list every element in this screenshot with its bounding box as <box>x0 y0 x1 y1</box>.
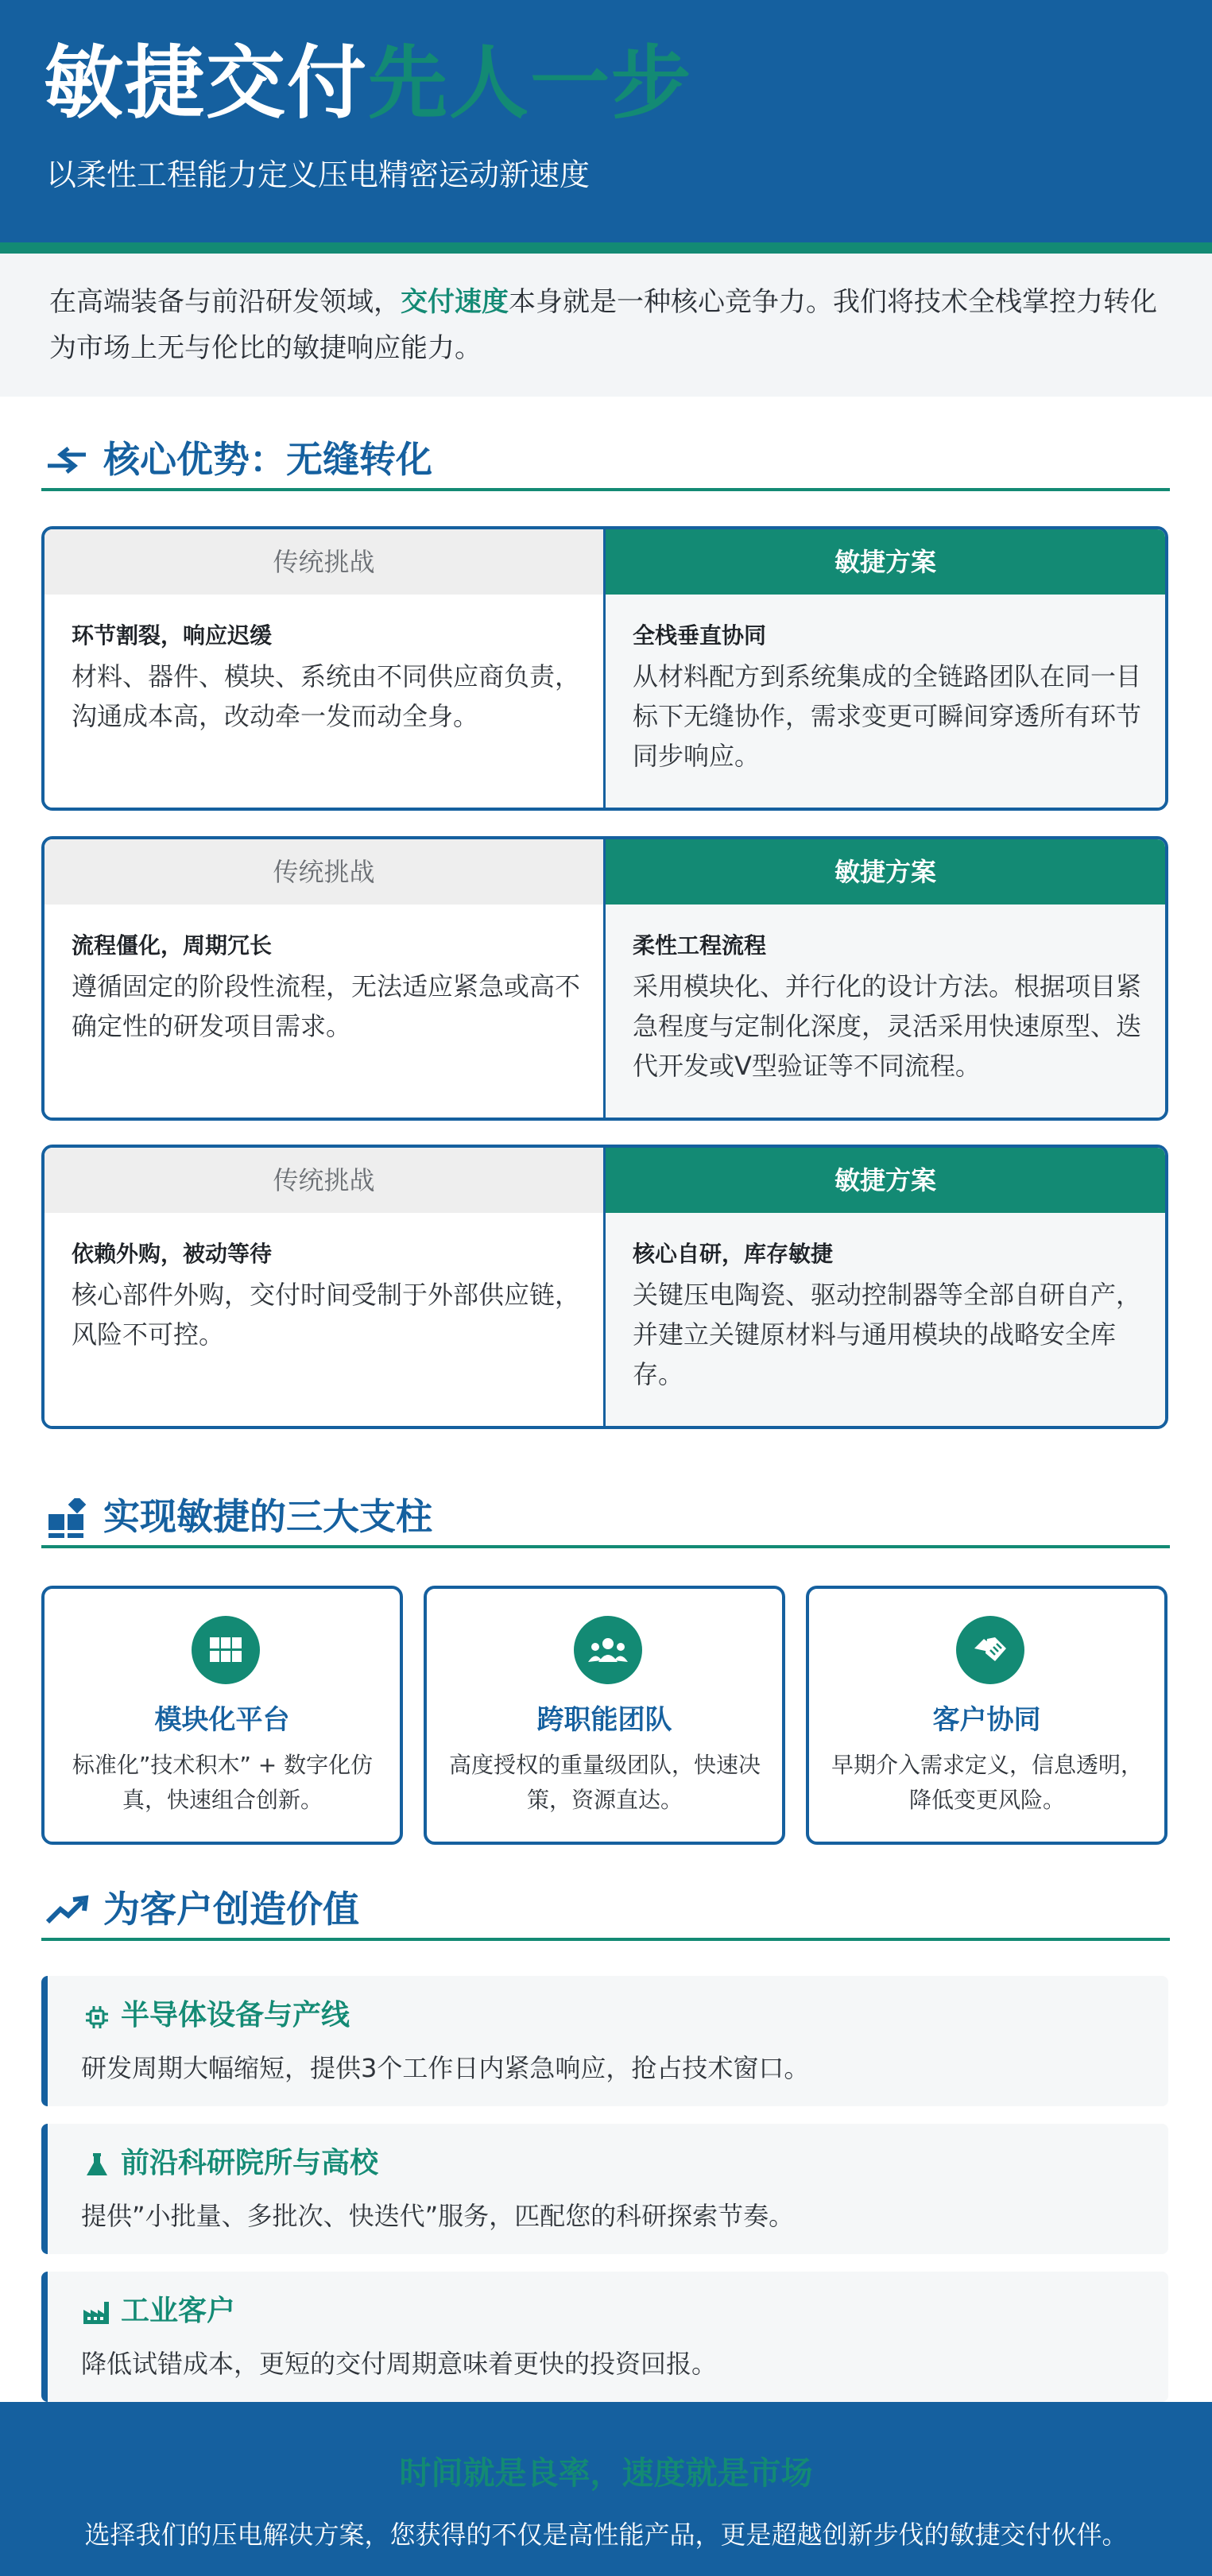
challenge-header: 传统挑战 <box>45 529 603 595</box>
blocks-icon <box>43 1497 91 1539</box>
challenge-desc: 核心部件外购，交付时间受制于外部供应链，风险不可控。 <box>72 1280 581 1350</box>
intro-text-after: 本身就是一种核心竞争力。我们将技术全栈掌控力转化为市场上无与伦比的敏捷响应能力。 <box>49 286 1157 364</box>
intro-text <box>49 279 1178 371</box>
solution-desc: 从材料配方到系统集成的全链路团队在同一目标下无缝协作，需求变更可瞬间穿透所有环节同步响应。 <box>633 661 1142 771</box>
chip-icon <box>81 2001 113 2033</box>
factory-icon <box>81 2297 113 2329</box>
pillar-desc: 高度授权的重量级团队，快速决策，资源直达。 <box>448 1752 761 1813</box>
solution-title: 全栈垂直协同 <box>633 622 767 649</box>
hero-subtitle: 以柔性工程能力定义压电精密运动新速度 <box>46 157 591 192</box>
value-title: 工业客户 <box>121 2295 236 2327</box>
pillar-card <box>424 1586 785 1845</box>
solution-header: 敏捷方案 <box>606 1148 1165 1213</box>
challenge-desc: 材料、器件、模块、系统由不同供应商负责，沟通成本高，改动牵一发而动全身。 <box>72 661 581 731</box>
grid-modules-icon <box>192 1616 260 1684</box>
pillar-desc: 标准化”技术积木” + 数字化仿真，快速组合创新。 <box>72 1752 374 1813</box>
hero-title-main: 敏捷交付 <box>44 37 368 130</box>
challenge-title: 流程僵化，周期冗长 <box>72 932 273 959</box>
pillar-title: 模块化平台 <box>154 1704 290 1736</box>
intro-text-before: 在高端装备与前沿研发领域， <box>49 286 401 318</box>
solution-header: 敏捷方案 <box>606 839 1165 905</box>
solution-title: 核心自研，库存敏捷 <box>633 1241 834 1267</box>
value-desc: 降低试错成本，更短的交付周期意味着更快的投资回报。 <box>81 2349 718 2379</box>
solution-desc: 关键压电陶瓷、驱动控制器等全部自研自产，并建立关键原材料与通用模块的战略安全库存。 <box>633 1280 1142 1389</box>
section-heading-value <box>41 1877 1170 1941</box>
challenge-title: 依赖外购，被动等待 <box>72 1241 273 1267</box>
hero-title <box>44 32 692 135</box>
solution-header: 敏捷方案 <box>606 529 1165 595</box>
solution-title: 柔性工程流程 <box>633 932 767 959</box>
footer-title: 时间就是良率，速度就是市场 <box>399 2455 813 2492</box>
value-card <box>41 2124 1168 2254</box>
challenge-column <box>45 529 606 808</box>
pillar-card <box>41 1586 403 1845</box>
section-heading-pillars <box>41 1485 1170 1548</box>
handshake-icon <box>956 1616 1024 1684</box>
hero-accent-bar <box>0 242 1212 254</box>
challenge-column <box>45 839 606 1118</box>
hero-title-accent: 先人一步 <box>368 37 692 130</box>
value-title: 半导体设备与产线 <box>121 1999 350 2032</box>
trend-up-icon <box>43 1890 91 1931</box>
swap-arrows-icon <box>43 440 91 482</box>
value-title: 前沿科研院所与高校 <box>121 2147 379 2179</box>
footer-banner <box>0 2402 1212 2576</box>
section-title-pillars: 实现敏捷的三大支柱 <box>103 1495 432 1538</box>
challenge-desc: 遵循固定的阶段性流程，无法适应紧急或高不确定性的研发项目需求。 <box>72 971 581 1041</box>
team-icon <box>574 1616 642 1684</box>
solution-column <box>606 839 1165 1118</box>
value-desc: 研发周期大幅缩短，提供3个工作日内紧急响应，抢占技术窗口。 <box>81 2053 810 2083</box>
flask-icon <box>81 2149 113 2181</box>
comparison-card <box>41 1145 1168 1429</box>
hero-banner <box>0 0 1212 246</box>
challenge-title: 环节割裂，响应迟缓 <box>72 622 273 649</box>
pillar-card <box>806 1586 1167 1845</box>
intro-highlight: 交付速度 <box>401 286 509 318</box>
intro-panel <box>0 254 1212 397</box>
pillar-desc: 早期介入需求定义，信息透明，降低变更风险。 <box>831 1752 1143 1813</box>
comparison-card <box>41 836 1168 1121</box>
comparison-card <box>41 526 1168 811</box>
pillar-title: 客户协同 <box>932 1704 1041 1736</box>
value-desc: 提供”小批量、多批次、快迭代”服务，匹配您的科研探索节奏。 <box>81 2201 795 2231</box>
pillar-title: 跨职能团队 <box>536 1704 672 1736</box>
solution-desc: 采用模块化、并行化的设计方法。根据项目紧急程度与定制化深度，灵活采用快速原型、迭代开发或V型验证等不同流程。 <box>633 971 1142 1081</box>
solution-column <box>606 529 1165 808</box>
section-heading-advantages <box>41 428 1170 491</box>
challenge-header: 传统挑战 <box>45 1148 603 1213</box>
solution-column <box>606 1148 1165 1426</box>
section-title-value: 为客户创造价值 <box>103 1888 359 1931</box>
challenge-header: 传统挑战 <box>45 839 603 905</box>
challenge-column <box>45 1148 606 1426</box>
value-card <box>41 2272 1168 2402</box>
section-title-advantages: 核心优势：无缝转化 <box>103 438 432 481</box>
footer-text: 选择我们的压电解决方案，您获得的不仅是高性能产品，更是超越创新步伐的敏捷交付伙伴。 <box>84 2520 1128 2550</box>
value-card <box>41 1976 1168 2106</box>
